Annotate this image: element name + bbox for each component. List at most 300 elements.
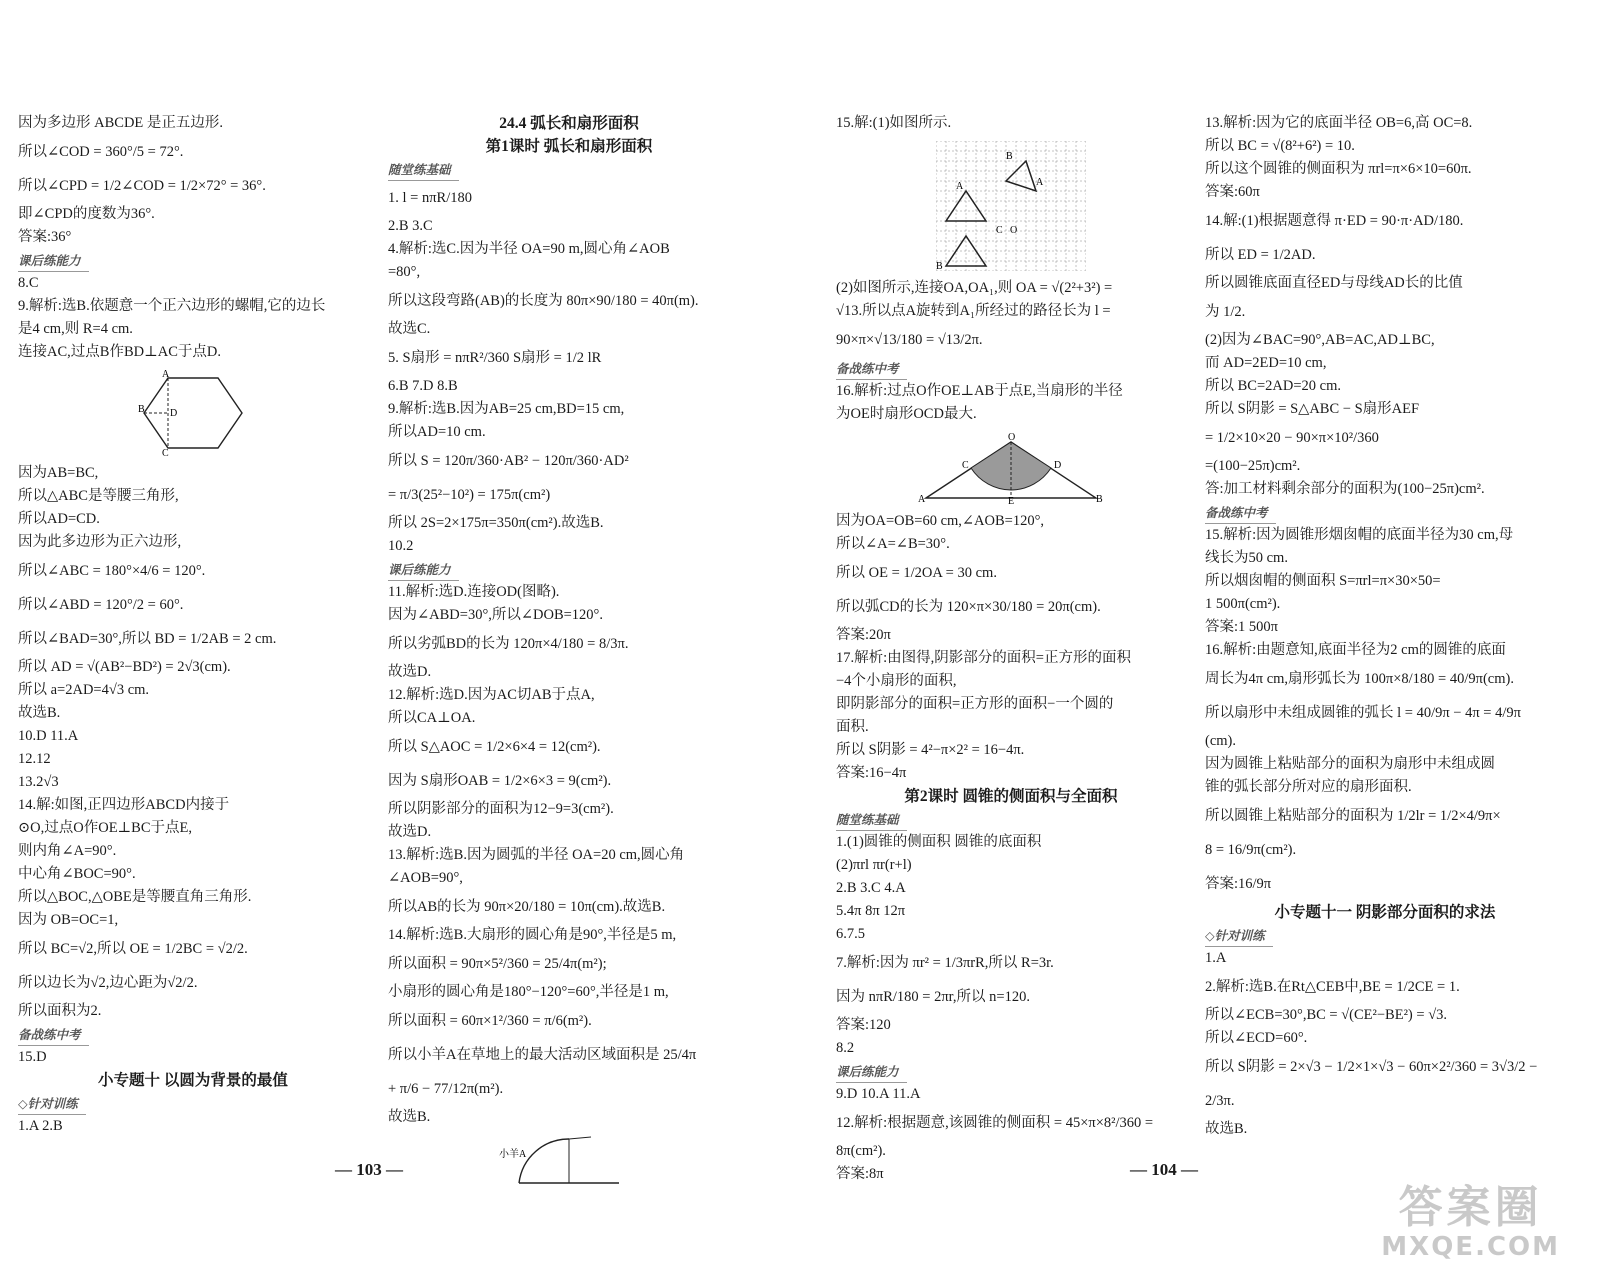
line [18, 1000, 368, 1023]
line [18, 249, 368, 272]
line [1205, 478, 1565, 501]
text-line: 所以AB的长为 90π×20/180 = 10π(cm).故选B. [388, 899, 666, 915]
line [18, 840, 368, 863]
section-heading: 第1课时 弧长和扇形面积 [485, 138, 653, 155]
line [836, 877, 1186, 900]
text-line: 9.D 10.A 11.A [836, 1086, 921, 1102]
text-line: 11.解析:选D.连接OD(图略). [388, 584, 560, 600]
text-line: 则内角∠A=90°. [18, 843, 117, 859]
text-line: 答案:16−4π [836, 765, 907, 781]
line [1205, 1050, 1565, 1084]
line [1205, 970, 1565, 1004]
line [18, 863, 368, 886]
sheep-sector-diagram [499, 1135, 639, 1187]
line [1205, 776, 1565, 799]
line [388, 604, 750, 627]
svg-text:C: C [162, 448, 169, 456]
text-line: 所以 S阴影 = 2×√3 − 1/2×1×√3 − 60π×2²/360 = 3√3/2 − [1205, 1059, 1538, 1075]
sector-ocd-diagram [916, 432, 1106, 504]
line [18, 1046, 368, 1069]
line [388, 341, 750, 375]
line [1205, 1027, 1565, 1050]
line [1205, 570, 1565, 593]
text-line: 所以 a=2AD=4√3 cm. [18, 682, 150, 698]
text-line: 所以AD=10 cm. [388, 424, 486, 440]
text-line: 连接AC,过点B作BD⊥AC于点D. [18, 344, 221, 360]
text-line: (2)因为∠BAC=90°,AB=AC,AD⊥BC, [1205, 332, 1435, 348]
text-line: 所以CA⊥OA. [388, 710, 476, 726]
line [1205, 833, 1565, 867]
line [836, 808, 1186, 831]
line [18, 1092, 368, 1115]
line [18, 1023, 368, 1046]
text-line: 所以 ED = 1/2AD. [1205, 247, 1316, 263]
text-line: 12.解析:选D.因为AC切AB于点A, [388, 687, 595, 703]
text-line: 答案:120 [836, 1017, 891, 1033]
text-line: 所以△ABC是等腰三角形, [18, 488, 179, 504]
svg-text:A: A [956, 181, 964, 192]
line [388, 135, 750, 158]
text-line: = 1/2×10×20 − 90×π×10²/360 [1205, 430, 1379, 446]
line [836, 357, 1186, 380]
text-line: 故选D. [388, 824, 432, 840]
line [1205, 398, 1565, 421]
text-line: 所以 S△AOC = 1/2×6×4 = 12(cm²). [388, 739, 601, 755]
line [388, 947, 750, 981]
line [836, 1106, 1186, 1140]
text-line: 16.解析:由题意知,底面半径为2 cm的圆锥的底面 [1205, 642, 1506, 658]
text-line: 因为 nπR/180 = 2πr,所以 n=120. [836, 989, 1030, 1005]
line [836, 510, 1186, 533]
line [18, 508, 368, 531]
line [18, 702, 368, 725]
grid-rotation-diagram [936, 141, 1086, 271]
text-line: 所以圆锥上粘贴部分的面积为 1/2lr = 1/2×4/9π× [1205, 808, 1501, 824]
line [388, 112, 750, 135]
text-line: 12.解析:根据题意,该圆锥的侧面积 = 45×π×8²/360 = [836, 1115, 1154, 1131]
svg-text:B: B [1096, 494, 1103, 504]
line [18, 318, 368, 341]
section-label: ◇针对训练 [18, 1094, 86, 1115]
line [1205, 730, 1565, 753]
text-line: 所以劣弧BD的长为 120π×4/180 = 8/3π. [388, 636, 629, 652]
line [388, 1106, 750, 1129]
section-heading: 小专题十 以圆为背景的最值 [98, 1072, 288, 1089]
text-line: 所以 2S=2×175π=350π(cm²).故选B. [388, 515, 604, 531]
line [1205, 329, 1565, 352]
text-line: −4个小扇形的面积, [836, 673, 957, 689]
column-3 [836, 112, 1186, 1186]
line [388, 867, 750, 890]
svg-text:D: D [1054, 460, 1062, 471]
text-line: 1.(1)圆锥的侧面积 圆锥的底面积 [836, 834, 1042, 850]
line [388, 238, 750, 261]
text-line: 7.解析:因为 πr² = 1/3πrR,所以 R=3r. [836, 955, 1054, 971]
text-line: 故选B. [1205, 1121, 1248, 1137]
svg-text:B: B [936, 261, 943, 271]
line [18, 226, 368, 249]
line [836, 739, 1186, 762]
line [836, 670, 1186, 693]
text-line: 2.解析:选B.在Rt△CEB中,BE = 1/2CE = 1. [1205, 979, 1460, 995]
text-line: =(100−25π)cm². [1205, 458, 1301, 474]
text-line: 1.A 2.B [18, 1118, 63, 1134]
text-line: 面积. [836, 719, 869, 735]
line [388, 284, 750, 318]
svg-text:B: B [138, 404, 145, 415]
text-line: (2)如图所示,连接OA,OA₁,则 OA = √(2²+3²) = [836, 280, 1113, 296]
line [18, 932, 368, 966]
line [836, 556, 1186, 590]
text-line: 故选B. [18, 705, 61, 721]
text-line: 小扇形的圆心角是180°−120°=60°,半径是1 m, [388, 984, 669, 1000]
line [18, 748, 368, 771]
line [1205, 867, 1565, 901]
line [388, 558, 750, 581]
svg-text:A: A [918, 494, 926, 504]
line [1205, 947, 1565, 970]
line [18, 531, 368, 554]
line [18, 112, 368, 135]
column-2 [388, 112, 750, 1193]
text-line: 8π(cm²). [836, 1143, 886, 1159]
text-line: 1.A [1205, 950, 1227, 966]
line [388, 1072, 750, 1106]
line [1205, 295, 1565, 329]
section-label: 备战练中考 [836, 359, 907, 380]
text-line: 2.B 3.C [388, 218, 433, 234]
text-line: 9.解析:选B.因为AB=25 cm,BD=15 cm, [388, 401, 625, 417]
section-label: 备战练中考 [1205, 503, 1276, 524]
line [388, 444, 750, 478]
line [1205, 799, 1565, 833]
line [836, 693, 1186, 716]
section-heading: 第2课时 圆锥的侧面积与全面积 [904, 788, 1118, 805]
line [1205, 455, 1565, 478]
text-line: 因为AB=BC, [18, 465, 99, 481]
text-line: 答案:1 500π [1205, 619, 1278, 635]
text-line: 15.解析:因为圆锥形烟囱帽的底面半径为30 cm,母 [1205, 527, 1514, 543]
hexagon-diagram [138, 370, 248, 456]
line [836, 277, 1186, 300]
text-line: ∠AOB=90°, [388, 870, 463, 886]
svg-text:A: A [162, 370, 170, 380]
line [836, 624, 1186, 647]
line [836, 647, 1186, 670]
text-line: 为 1/2. [1205, 304, 1246, 320]
text-line: (2)πrl πr(r+l) [836, 857, 912, 873]
line [1205, 238, 1565, 272]
line [388, 684, 750, 707]
line [18, 886, 368, 909]
line [1205, 924, 1565, 947]
section-label: 随堂练基础 [836, 810, 907, 831]
line [18, 135, 368, 169]
text-line: 所以 BC=√2,所以 OE = 1/2BC = √2/2. [18, 941, 248, 957]
text-line: 8 = 16/9π(cm²). [1205, 842, 1297, 858]
line [18, 169, 368, 203]
text-line: 中心角∠BOC=90°. [18, 866, 136, 882]
line [388, 318, 750, 341]
text-line: 答案:20π [836, 627, 891, 643]
text-line: 答:加工材料剩余部分的面积为(100−25π)cm². [1205, 481, 1485, 497]
line [836, 1060, 1186, 1083]
line [836, 590, 1186, 624]
text-line: 锥的弧长部分所对应的扇形面积. [1205, 779, 1412, 795]
text-line: 1 500π(cm²). [1205, 596, 1281, 612]
line [836, 300, 1186, 323]
text-line: 所以阴影部分的面积为12−9=3(cm²). [388, 801, 614, 817]
line [388, 844, 750, 867]
text-line: 所以面积 = 90π×5²/360 = 25/4π(m²); [388, 956, 607, 972]
line [388, 981, 750, 1004]
line [388, 627, 750, 661]
svg-text:C: C [996, 225, 1003, 236]
text-line: 所以∠ECB=30°,BC = √(CE²−BE²) = √3. [1205, 1007, 1448, 1023]
line [1205, 501, 1565, 524]
line [18, 794, 368, 817]
line [836, 403, 1186, 426]
text-line: 13.解析:选B.因为圆弧的半径 OA=20 cm,圆心角 [388, 847, 685, 863]
line [18, 295, 368, 318]
line [388, 821, 750, 844]
line [388, 581, 750, 604]
text-line: 即∠CPD的度数为36°. [18, 206, 155, 222]
line [18, 771, 368, 794]
line [18, 909, 368, 932]
line [836, 1037, 1186, 1060]
line [836, 112, 1186, 135]
text-line: 因为圆锥上粘贴部分的面积为扇形中未组成圆 [1205, 756, 1495, 772]
line [18, 679, 368, 702]
line [18, 203, 368, 226]
text-line: 9.解析:选B.依题意一个正六边形的螺帽,它的边长 [18, 298, 326, 314]
line [18, 817, 368, 840]
line [1205, 375, 1565, 398]
line [18, 622, 368, 656]
watermark-logo: 答案圈 [1398, 1182, 1543, 1233]
line [18, 272, 368, 295]
text-line: 所以 S = 120π/360·AB² − 120π/360·AD² [388, 453, 629, 469]
line [836, 762, 1186, 785]
text-line: 所以∠ABD = 120°/2 = 60°. [18, 597, 184, 613]
line [388, 375, 750, 398]
text-line: 所以∠CPD = 1/2∠COD = 1/2×72° = 36°. [18, 178, 266, 194]
line [18, 462, 368, 485]
column-4 [1205, 112, 1565, 1141]
column-1 [18, 112, 368, 1138]
text-line: 因为 S扇形OAB = 1/2×6×3 = 9(cm²). [388, 773, 612, 789]
line [1205, 662, 1565, 696]
text-line: 10.2 [388, 538, 414, 554]
text-line: 90×π×√13/180 = √13/2π. [836, 332, 983, 348]
text-line: 所以面积 = 60π×1²/360 = π/6(m²). [388, 1013, 592, 1029]
section-heading: 小专题十一 阴影部分面积的求法 [1274, 904, 1496, 921]
line [836, 1083, 1186, 1106]
line [836, 1014, 1186, 1037]
text-line: 所以小羊A在草地上的最大活动区域面积是 25/4π [388, 1047, 697, 1063]
text-line: 15.解:(1)如图所示. [836, 115, 952, 131]
line [1205, 204, 1565, 238]
line [1205, 352, 1565, 375]
line [388, 890, 750, 924]
svg-text:O: O [1008, 432, 1016, 443]
text-line: 线长为50 cm. [1205, 550, 1288, 566]
text-line: 所以烟囱帽的侧面积 S=πrl=π×30×50= [1205, 573, 1441, 589]
text-line: ⊙O,过点O作OE⊥BC于点E, [18, 820, 193, 836]
text-line: 13.2√3 [18, 774, 59, 790]
page-number-left: — 103 — [335, 1160, 403, 1179]
line [1205, 1004, 1565, 1027]
text-line: 故选B. [388, 1109, 431, 1125]
line [1205, 547, 1565, 570]
line [388, 398, 750, 421]
text-line: 8.2 [836, 1040, 855, 1056]
line [388, 798, 750, 821]
line [388, 215, 750, 238]
text-line: 所以扇形中未组成圆锥的弧长 l = 40/9π − 4π = 4/9π [1205, 705, 1521, 721]
text-line: √13.所以点A旋转到A₁所经过的路径长为 l = [836, 303, 1111, 319]
line [18, 554, 368, 588]
line [1205, 1084, 1565, 1118]
line [1205, 1118, 1565, 1141]
text-line: 4.解析:选C.因为半径 OA=90 m,圆心角∠AOB [388, 241, 670, 257]
svg-text:D: D [170, 408, 178, 419]
line [388, 661, 750, 684]
section-label: 课后练能力 [18, 251, 89, 272]
text-line: 因为多边形 ABCDE 是正五边形. [18, 115, 224, 131]
line [1205, 272, 1565, 295]
line [836, 980, 1186, 1014]
text-line: 即阴影部分的面积=正方形的面积−一个圆的 [836, 696, 1114, 712]
text-line: 所以圆锥底面直径ED与母线AD长的比值 [1205, 275, 1463, 291]
text-line: 故选C. [388, 321, 431, 337]
text-line: 答案:16/9π [1205, 876, 1272, 892]
line [388, 707, 750, 730]
text-line: 8.C [18, 275, 39, 291]
text-line: 因为此多边形为正六边形, [18, 534, 182, 550]
watermark [1381, 1184, 1560, 1262]
text-line: 所以∠ABC = 180°×4/6 = 120°. [18, 563, 206, 579]
line [388, 421, 750, 444]
text-line: 15.D [18, 1049, 47, 1065]
line [388, 181, 750, 215]
text-line: 所以 BC = √(8²+6²) = 10. [1205, 138, 1355, 154]
text-line: 所以 AD = √(AB²−BD²) = 2√3(cm). [18, 659, 231, 675]
line [836, 831, 1186, 854]
text-line: 所以弧CD的长为 120×π×30/180 = 20π(cm). [836, 599, 1101, 615]
svg-text:E: E [1008, 496, 1015, 504]
text-line: 因为∠ABD=30°,所以∠DOB=120°. [388, 607, 603, 623]
line [1205, 524, 1565, 547]
text-line: 14.解:如图,正四边形ABCD内接于 [18, 797, 230, 813]
text-line: 所以 OE = 1/2OA = 30 cm. [836, 565, 997, 581]
text-line: 答案:8π [836, 1166, 884, 1182]
text-line: 所以△BOC,△OBE是等腰直角三角形. [18, 889, 252, 905]
line [1205, 696, 1565, 730]
section-label: ◇针对训练 [1205, 926, 1273, 947]
line [1205, 135, 1565, 158]
line [1205, 112, 1565, 135]
watermark-url: MXQE.COM [1381, 1232, 1560, 1262]
text-line: 13.解析:因为它的底面半径 OB=6,高 OC=8. [1205, 115, 1473, 131]
text-line: 6.7.5 [836, 926, 865, 942]
text-line: 16.解析:过点O作OE⊥AB于点E,当扇形的半径 [836, 383, 1123, 399]
svg-text:B: B [1006, 151, 1013, 162]
text-line: 所以∠COD = 360°/5 = 72°. [18, 144, 184, 160]
text-line: 为OE时扇形OCD最大. [836, 406, 977, 422]
svg-text:A: A [1036, 177, 1044, 188]
section-label: 课后练能力 [388, 560, 459, 581]
text-line: 1. l = nπR/180 [388, 190, 472, 206]
section-label: 备战练中考 [18, 1025, 89, 1046]
svg-text:小羊A: 小羊A [499, 1149, 527, 1160]
line [1205, 616, 1565, 639]
line [18, 485, 368, 508]
text-line: 所以∠BAD=30°,所以 BD = 1/2AB = 2 cm. [18, 631, 277, 647]
text-line: 而 AD=2ED=10 cm, [1205, 355, 1327, 371]
text-line: 故选D. [388, 664, 432, 680]
text-line: 5.4π 8π 12π [836, 903, 906, 919]
text-line: 17.解析:由图得,阴影部分的面积=正方形的面积 [836, 650, 1131, 666]
text-line: 14.解析:选B.大扇形的圆心角是90°,半径是5 m, [388, 927, 677, 943]
text-line: 5. S扇形 = nπR²/360 S扇形 = 1/2 lR [388, 350, 602, 366]
line [1205, 639, 1565, 662]
text-line: 所以这个圆锥的侧面积为 πrl=π×6×10=60π. [1205, 161, 1472, 177]
text-line: + π/6 − 77/12π(m²). [388, 1081, 504, 1097]
line [1205, 901, 1565, 924]
text-line: 所以∠ECD=60°. [1205, 1030, 1308, 1046]
line [18, 725, 368, 748]
text-line: 所以这段弯路(AB)的长度为 80π×90/180 = 40π(m). [388, 293, 699, 309]
line [836, 923, 1186, 946]
line [836, 716, 1186, 739]
text-line: 所以面积为2. [18, 1003, 102, 1019]
text-line: 6.B 7.D 8.B [388, 378, 458, 394]
text-line: 周长为4π cm,扇形弧长为 100π×8/180 = 40/9π(cm). [1205, 671, 1514, 687]
line [18, 1115, 368, 1138]
text-line: 因为OA=OB=60 cm,∠AOB=120°, [836, 513, 1045, 529]
line [388, 924, 750, 947]
svg-text:C: C [962, 460, 969, 471]
line [836, 533, 1186, 556]
line [18, 966, 368, 1000]
text-line: =80°, [388, 264, 421, 280]
line [1205, 421, 1565, 455]
line [388, 764, 750, 798]
text-line: 所以AD=CD. [18, 511, 100, 527]
section-label: 随堂练基础 [388, 160, 459, 181]
line [18, 656, 368, 679]
svg-text:O: O [1010, 225, 1018, 236]
line [1205, 181, 1565, 204]
text-line: 是4 cm,则 R=4 cm. [18, 321, 133, 337]
text-line: 2.B 3.C 4.A [836, 880, 906, 896]
line [388, 158, 750, 181]
line [1205, 158, 1565, 181]
line [836, 785, 1186, 808]
text-line: 所以 BC=2AD=20 cm. [1205, 378, 1341, 394]
line [836, 323, 1186, 357]
text-line: 答案:36° [18, 229, 72, 245]
line [836, 380, 1186, 403]
line [836, 946, 1186, 980]
line [388, 478, 750, 512]
text-line: (cm). [1205, 733, 1236, 749]
text-line: 12.12 [18, 751, 51, 767]
text-line: 因为 OB=OC=1, [18, 912, 119, 928]
line [1205, 753, 1565, 776]
